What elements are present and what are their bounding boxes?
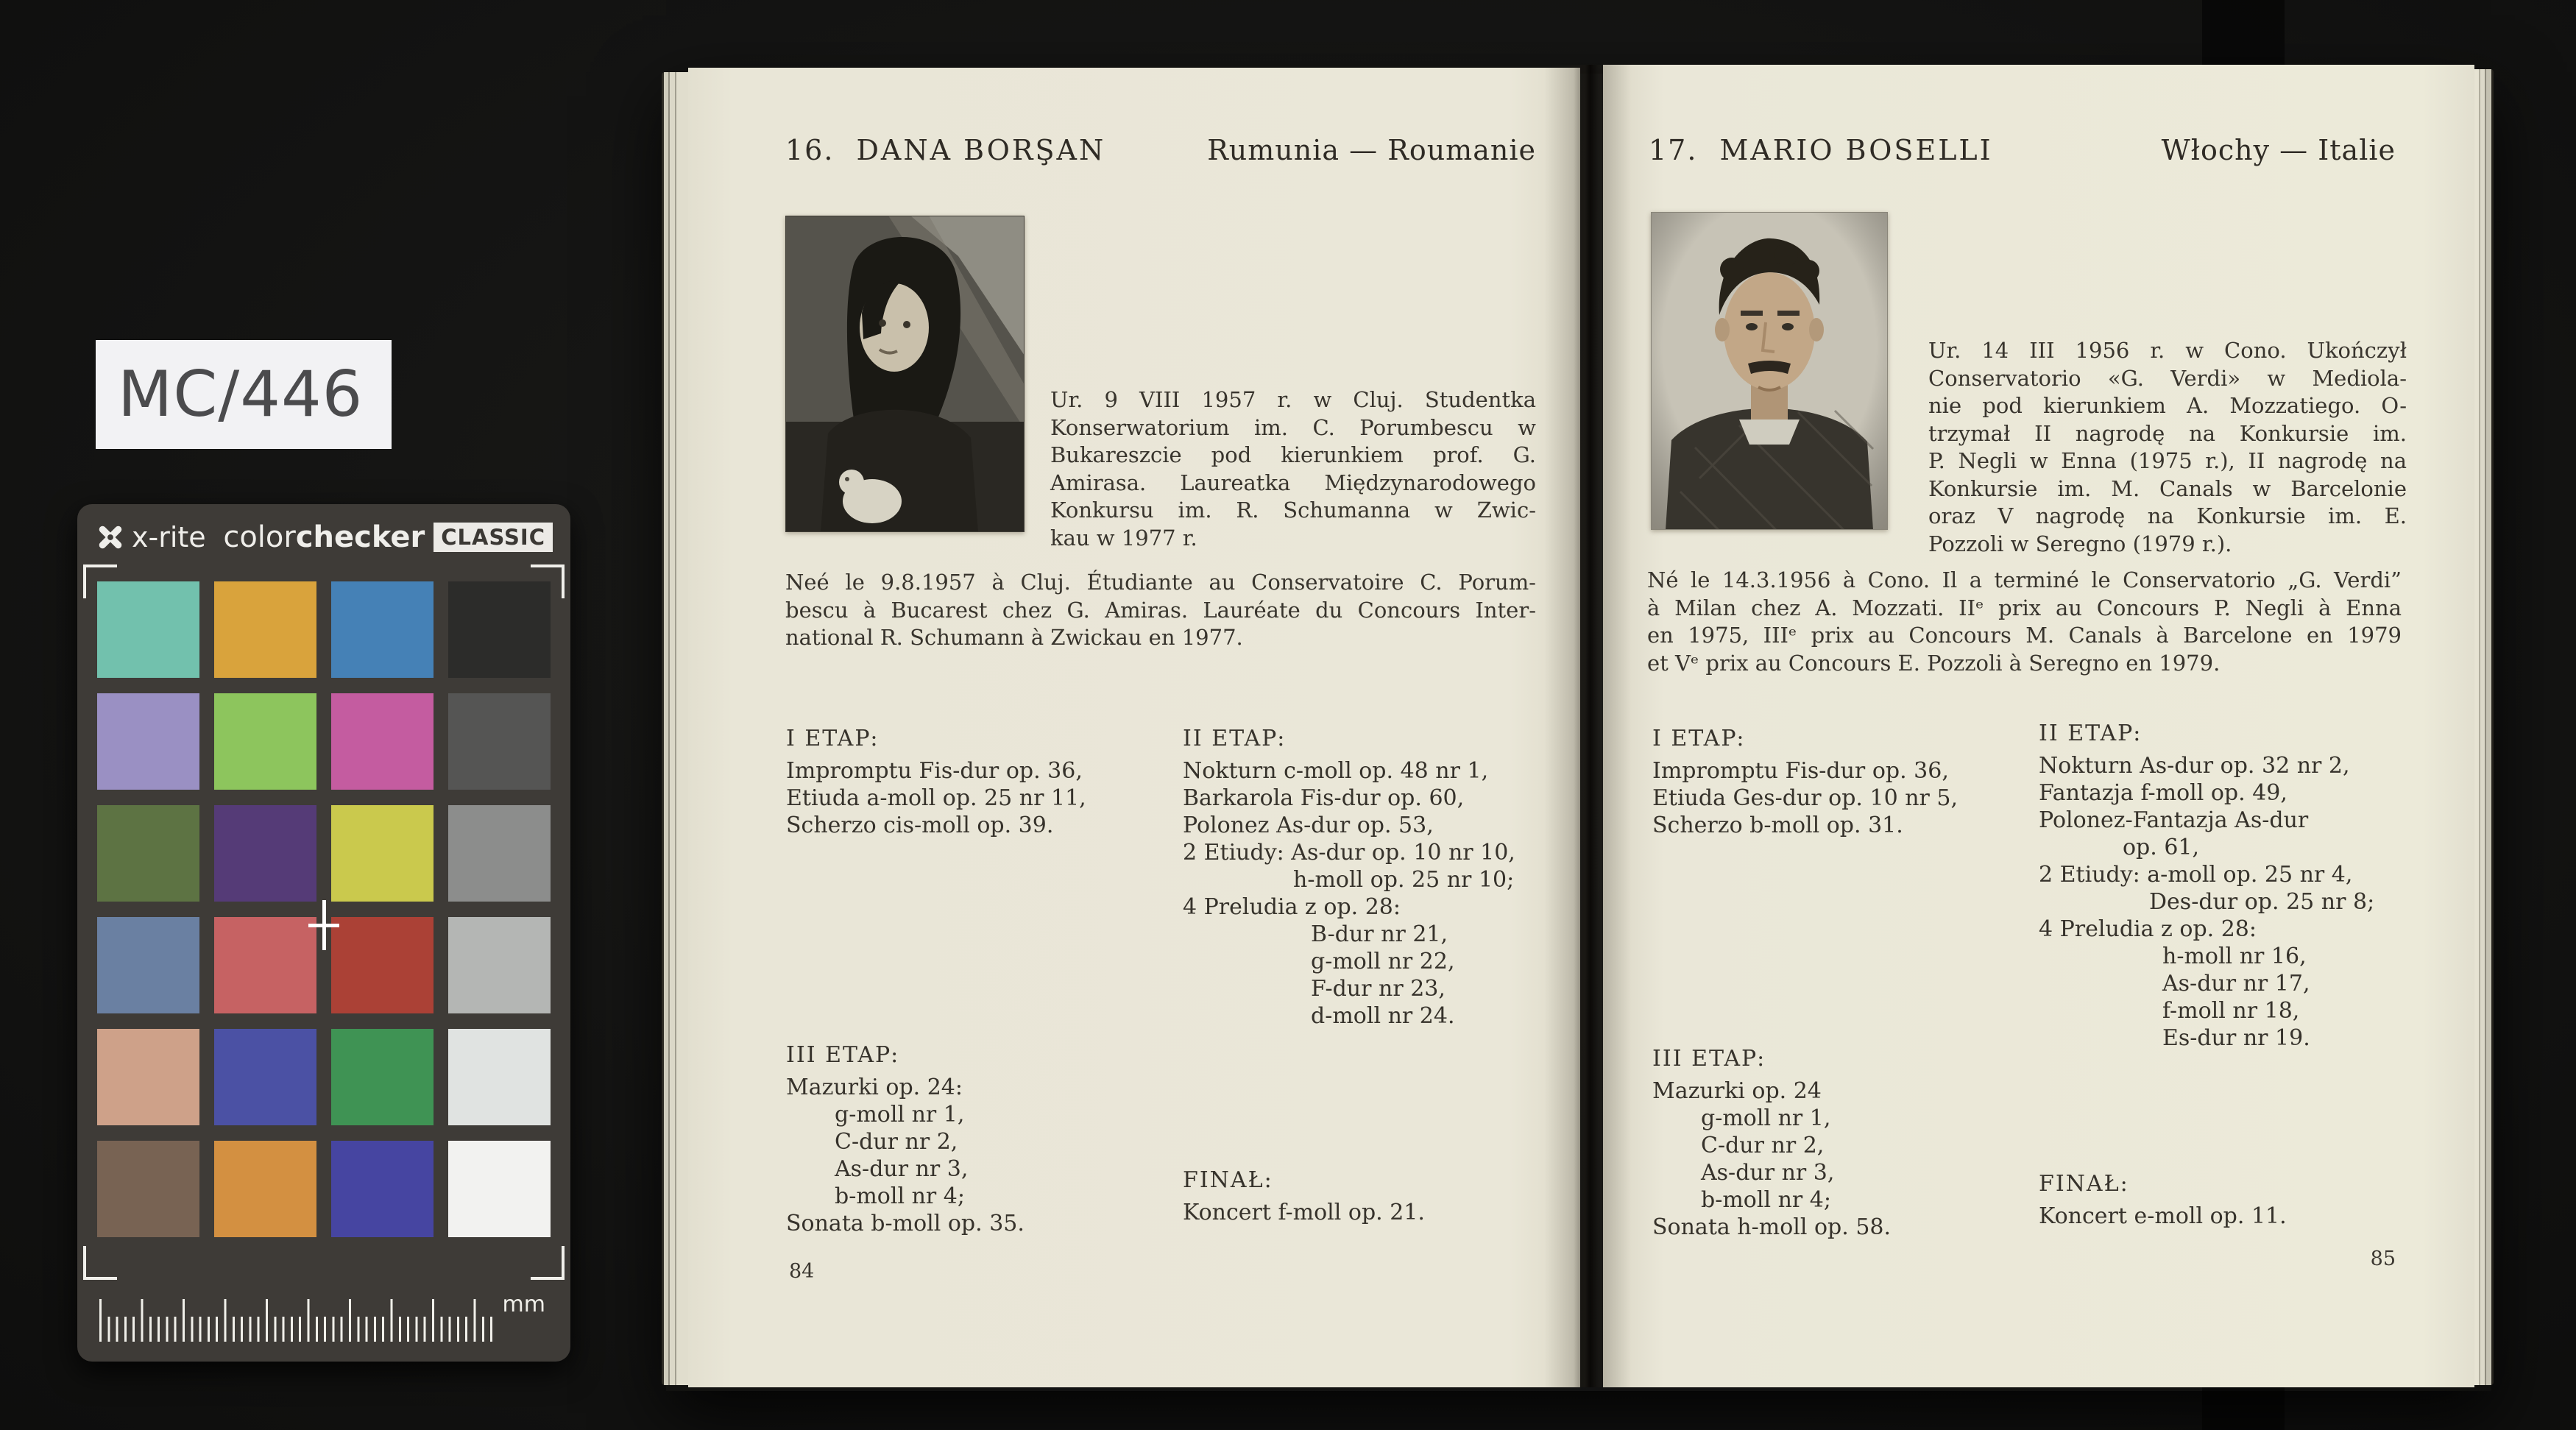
color-patch xyxy=(448,1029,551,1125)
bio-line: Ur. 9 VIII 1957 r. w Cluj. Studentka xyxy=(1050,387,1536,412)
classic-badge: CLASSIC xyxy=(434,523,553,552)
repertoire-line: Nokturn c-moll op. 48 nr 1, xyxy=(1183,758,1489,784)
bio-polish xyxy=(1050,386,1536,552)
color-patch xyxy=(214,1141,316,1237)
repertoire-list xyxy=(1183,757,1515,1030)
bio-french xyxy=(785,569,1536,652)
bio-polish xyxy=(1928,337,2407,558)
contestant-header xyxy=(1649,132,2396,168)
bio-line: en 1975, IIIᵉ prix au Concours M. Canals à Barcelone en 1979 xyxy=(1647,623,2402,648)
bio-line: nie pod kierunkiem A. Mozzatiego. O- xyxy=(1928,393,2407,418)
final-block xyxy=(1183,1167,1425,1226)
portrait-photo xyxy=(785,216,1025,532)
repertoire-line: F-dur nr 23, xyxy=(1311,976,1446,1002)
repertoire-line: As-dur nr 3, xyxy=(1701,1160,1835,1186)
stage-title: FINAŁ: xyxy=(2039,1171,2129,1197)
page-number: 85 xyxy=(2370,1247,2396,1270)
color-patch xyxy=(448,917,551,1013)
repertoire-line: Etiuda a-moll op. 25 nr 11, xyxy=(786,785,1086,811)
product-name xyxy=(223,520,425,554)
repertoire-line: Etiuda Ges-dur op. 10 nr 5, xyxy=(1652,785,1958,811)
ruler-minor-ticks xyxy=(99,1317,497,1342)
color-patch xyxy=(214,693,316,790)
color-patch xyxy=(214,917,316,1013)
bio-line: et Vᵉ prix au Concours E. Pozzoli à Seregno en 1979. xyxy=(1647,650,2221,676)
registration-bracket-icon xyxy=(83,1246,117,1280)
archive-reference-text: MC/446 xyxy=(118,358,364,431)
repertoire-line: Es-dur nr 19. xyxy=(2162,1025,2310,1051)
stage-3-block xyxy=(786,1041,1025,1237)
repertoire-line: 4 Preludia z op. 28: xyxy=(2039,916,2257,942)
repertoire-line: g-moll nr 1, xyxy=(835,1102,965,1128)
repertoire-list xyxy=(2039,1203,2287,1230)
page-stack-edge-left xyxy=(662,72,688,1385)
stage-2-block xyxy=(1183,725,1515,1030)
repertoire-line: Koncert e-moll op. 11. xyxy=(2039,1203,2287,1229)
xrite-brand xyxy=(95,521,206,553)
repertoire-line: op. 61, xyxy=(2123,835,2200,860)
repertoire-line: Nokturn As-dur op. 32 nr 2, xyxy=(2039,753,2350,779)
book-page-left xyxy=(688,68,1580,1387)
stage-title: II ETAP: xyxy=(1183,726,1287,751)
bio-line: Né le 14.3.1956 à Cono. Il a terminé le Conservatorio „G. Verdi” xyxy=(1647,567,2402,592)
repertoire-line: Impromptu Fis-dur op. 36, xyxy=(786,758,1083,784)
repertoire-line: Scherzo b-moll op. 31. xyxy=(1652,813,1903,838)
repertoire-line: C-dur nr 2, xyxy=(835,1129,958,1155)
color-patch xyxy=(331,1141,434,1237)
stage-title: III ETAP: xyxy=(1652,1046,1766,1072)
color-patch xyxy=(214,581,316,678)
color-patch xyxy=(214,1029,316,1125)
bio-french xyxy=(1647,567,2402,677)
repertoire-line: Koncert f-moll op. 21. xyxy=(1183,1200,1425,1225)
repertoire-line: f-moll nr 18, xyxy=(2162,998,2300,1024)
bio-line: à Milan chez A. Mozzati. IIᵉ prix au Concours P. Negli à Enna xyxy=(1647,595,2402,620)
repertoire-line: h-moll op. 25 nr 10; xyxy=(1293,867,1515,893)
color-patch xyxy=(97,1029,199,1125)
repertoire-line: Polonez-Fantazja As-dur xyxy=(2039,807,2309,833)
ruler xyxy=(99,1292,550,1345)
contestant-country: Rumunia — Roumanie xyxy=(1207,134,1536,166)
stage-1-block xyxy=(786,725,1086,839)
contestant-name: DANA BORŞAN xyxy=(856,134,1106,166)
repertoire-list xyxy=(1183,1199,1425,1226)
stage-1-block xyxy=(1652,725,1958,839)
repertoire-line: Des-dur op. 25 nr 8; xyxy=(2149,889,2375,915)
repertoire-line: As-dur nr 17, xyxy=(2162,971,2310,997)
bio-line: Konkursie im. M. Canals w Barcelonie xyxy=(1928,475,2407,501)
stage-3-block xyxy=(1652,1045,1891,1241)
book-page-right xyxy=(1603,65,2474,1387)
registration-bracket-icon xyxy=(531,1246,565,1280)
repertoire-line: Barkarola Fis-dur op. 60, xyxy=(1183,785,1465,811)
repertoire-line: Impromptu Fis-dur op. 36, xyxy=(1652,758,1949,784)
repertoire-line: As-dur nr 3, xyxy=(835,1156,969,1182)
bio-line: kau w 1977 r. xyxy=(1050,525,1197,551)
repertoire-line: Polonez As-dur op. 53, xyxy=(1183,813,1434,838)
final-block xyxy=(2039,1170,2287,1230)
color-patch xyxy=(448,805,551,902)
repertoire-line: B-dur nr 21, xyxy=(1311,921,1448,947)
bio-line: Bukareszcie pod kierunkiem prof. G. xyxy=(1050,442,1536,467)
color-patch xyxy=(448,581,551,678)
bio-line: national R. Schumann à Zwickau en 1977. xyxy=(785,625,1243,650)
stage-title: I ETAP: xyxy=(786,726,880,751)
color-patch xyxy=(97,1141,199,1237)
color-patch xyxy=(331,917,434,1013)
repertoire-list xyxy=(1652,1077,1891,1241)
center-cross-icon xyxy=(303,900,344,950)
repertoire-line: Scherzo cis-moll op. 39. xyxy=(786,813,1054,838)
bio-line: trzymał II nagrodę na Konkursie im. xyxy=(1928,420,2407,446)
repertoire-list xyxy=(786,757,1086,839)
stage-title: III ETAP: xyxy=(786,1042,900,1068)
bio-line: Konserwatorium im. C. Porumbescu w xyxy=(1050,414,1536,440)
repertoire-line: Mazurki op. 24 xyxy=(1652,1078,1822,1104)
product-name-bold: checker xyxy=(295,520,425,554)
repertoire-line: Mazurki op. 24: xyxy=(786,1075,963,1100)
repertoire-list xyxy=(2039,752,2374,1052)
repertoire-line: b-moll nr 4; xyxy=(1701,1187,1831,1213)
archive-reference-label xyxy=(96,340,392,449)
contestant-number: 17. xyxy=(1649,134,1698,166)
repertoire-list xyxy=(786,1074,1025,1237)
color-patch xyxy=(331,805,434,902)
color-patch xyxy=(97,581,199,678)
color-patch xyxy=(97,917,199,1013)
repertoire-line: g-moll nr 1, xyxy=(1701,1105,1831,1131)
bio-line: Amirasa. Laureatka Międzynarodowego xyxy=(1050,470,1536,495)
stage-2-block xyxy=(2039,720,2374,1052)
color-patch xyxy=(448,1141,551,1237)
product-name-light: color xyxy=(223,520,296,554)
stage-title: FINAŁ: xyxy=(1183,1167,1273,1193)
repertoire-line: h-moll nr 16, xyxy=(2162,944,2307,969)
bio-line: Konkursu im. R. Schumanna w Zwic- xyxy=(1050,498,1536,523)
repertoire-list xyxy=(1652,757,1958,839)
repertoire-line: C-dur nr 2, xyxy=(1701,1133,1825,1158)
bio-line: Conservatorio «G. Verdi» w Mediola- xyxy=(1928,365,2407,391)
repertoire-line: 2 Etiudy: As-dur op. 10 nr 10, xyxy=(1183,840,1515,866)
contestant-name: MARIO BOSELLI xyxy=(1719,134,1993,166)
color-patch xyxy=(331,581,434,678)
contestant-header xyxy=(785,132,1536,168)
color-patch xyxy=(448,693,551,790)
stage-title: II ETAP: xyxy=(2039,721,2142,746)
portrait-man-illustration xyxy=(1651,212,1888,530)
color-patch xyxy=(331,693,434,790)
repertoire-line: Sonata h-moll op. 58. xyxy=(1652,1214,1892,1240)
portrait-photo xyxy=(1651,212,1888,530)
bio-line: bescu à Bucarest chez G. Amiras. Lauréate du Concours Inter- xyxy=(785,597,1536,623)
bio-line: Neé le 9.8.1957 à Cluj. Étudiante au Conservatoire C. Porum- xyxy=(785,570,1536,595)
color-patch xyxy=(214,805,316,902)
page-stack-edge-right xyxy=(2473,69,2494,1385)
bio-line: Pozzoli w Seregno (1979 r.). xyxy=(1928,531,2232,556)
portrait-woman-illustration xyxy=(785,216,1025,532)
brand-text: x-rite xyxy=(132,521,206,553)
bio-line: oraz V nagrodę na Konkursie im. E. xyxy=(1928,503,2407,528)
colorchecker-card xyxy=(77,504,570,1362)
mm-label: mm xyxy=(502,1292,545,1317)
repertoire-line: Fantazja f-moll op. 49, xyxy=(2039,780,2287,806)
repertoire-line: d-moll nr 24. xyxy=(1311,1003,1455,1029)
color-patch xyxy=(331,1029,434,1125)
repertoire-line: 2 Etiudy: a-moll op. 25 nr 4, xyxy=(2039,862,2353,888)
color-patch xyxy=(97,805,199,902)
repertoire-line: Sonata b-moll op. 35. xyxy=(786,1211,1025,1236)
bio-line: P. Negli w Enna (1975 r.), II nagrodę na xyxy=(1928,448,2407,473)
repertoire-line: b-moll nr 4; xyxy=(835,1183,965,1209)
bio-line: Ur. 14 III 1956 r. w Cono. Ukończył xyxy=(1928,338,2407,363)
contestant-country: Włochy — Italie xyxy=(2161,134,2396,166)
stage-title: I ETAP: xyxy=(1652,726,1746,751)
colorchecker-header xyxy=(77,520,570,554)
xrite-logo-icon xyxy=(95,522,126,553)
page-number: 84 xyxy=(789,1260,815,1283)
color-patch xyxy=(97,693,199,790)
contestant-number: 16. xyxy=(785,134,835,166)
repertoire-line: g-moll nr 22, xyxy=(1311,949,1455,974)
repertoire-line: 4 Preludia z op. 28: xyxy=(1183,894,1401,920)
